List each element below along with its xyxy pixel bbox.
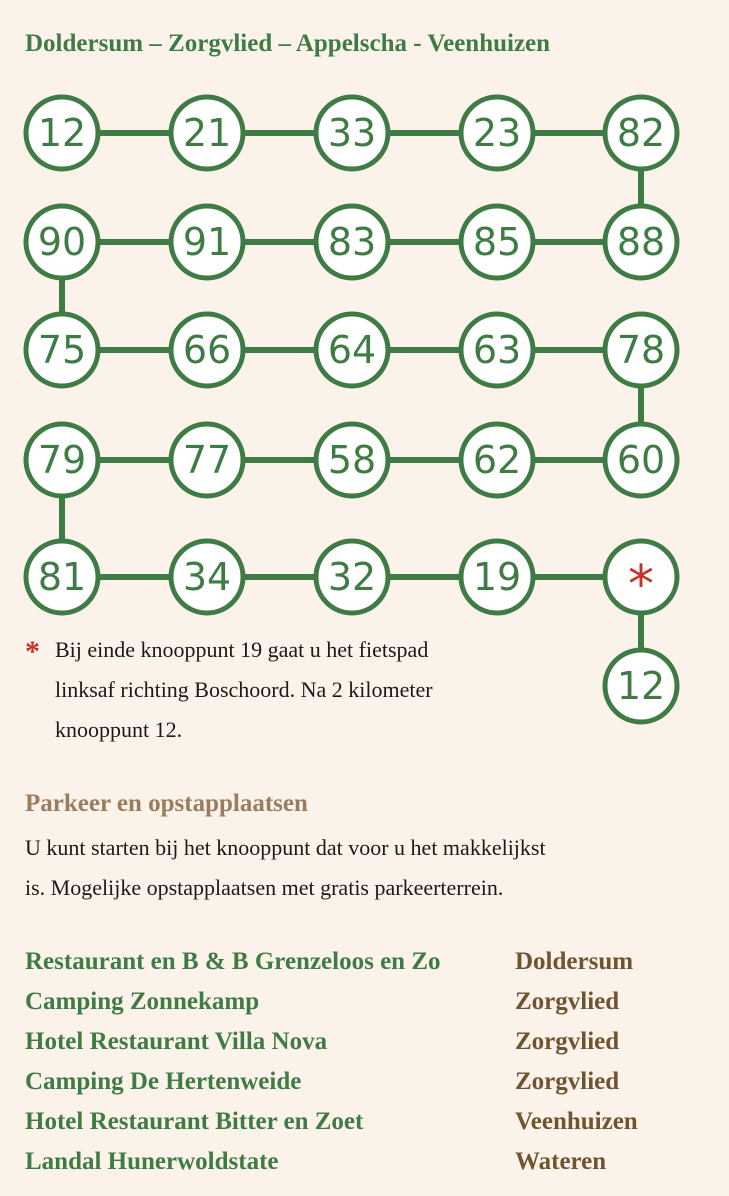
junction-node <box>26 206 98 278</box>
node-number: 90 <box>37 220 87 264</box>
junction-node <box>316 206 388 278</box>
node-number: 77 <box>182 438 232 482</box>
node-number: 85 <box>472 220 522 264</box>
node-number: 79 <box>37 438 87 482</box>
junction-node <box>316 424 388 496</box>
junction-node <box>26 314 98 386</box>
note-line: linksaf richting Boschoord. Na 2 kilometer <box>55 677 433 702</box>
place-name: Hotel Restaurant Villa Nova <box>25 1028 328 1055</box>
place-row <box>25 1068 705 1108</box>
node-number: 21 <box>182 111 232 155</box>
place-name: Hotel Restaurant Bitter en Zoet <box>25 1108 364 1135</box>
place-row <box>25 948 705 988</box>
parking-line: U kunt starten bij het knooppunt dat voor u het makkelijkst <box>25 835 546 860</box>
junction-node <box>171 541 243 613</box>
junction-node <box>171 314 243 386</box>
junction-node <box>316 314 388 386</box>
node-number: 78 <box>616 328 666 372</box>
node-number: 88 <box>616 220 666 264</box>
junction-node <box>316 97 388 169</box>
place-name: Camping Zonnekamp <box>25 988 260 1015</box>
junction-node <box>26 541 98 613</box>
node-number: 82 <box>616 111 666 155</box>
node-number: 23 <box>472 111 522 155</box>
route-title: Doldersum – Zorgvlied – Appelscha - Veenhuizen <box>25 30 551 57</box>
route-nodes <box>26 97 677 722</box>
parking-heading: Parkeer en opstapplaatsen <box>25 790 308 817</box>
place-row <box>25 1028 705 1068</box>
node-number: 66 <box>182 328 232 372</box>
junction-node <box>316 541 388 613</box>
place-name: Restaurant en B & B Grenzeloos en Zo <box>25 948 441 975</box>
node-number: 32 <box>327 555 377 599</box>
place-name: Camping De Hertenweide <box>25 1068 302 1095</box>
parking-text <box>25 828 715 908</box>
node-number: 91 <box>182 220 232 264</box>
place-row <box>25 1108 705 1148</box>
place-town: Wateren <box>515 1148 607 1175</box>
place-row <box>25 1148 705 1188</box>
parking-line: is. Mogelijke opstapplaatsen met gratis parkeerterrein. <box>25 875 504 900</box>
node-number: 83 <box>327 220 377 264</box>
junction-node <box>605 424 677 496</box>
junction-node <box>171 206 243 278</box>
node-number: 33 <box>327 111 377 155</box>
junction-node <box>461 541 533 613</box>
star-icon: * <box>628 555 654 615</box>
place-row <box>25 988 705 1028</box>
junction-node <box>605 97 677 169</box>
place-name: Landal Hunerwoldstate <box>25 1148 279 1175</box>
node-number: 19 <box>472 555 522 599</box>
node-number: 64 <box>327 328 377 372</box>
node-number: 58 <box>327 438 377 482</box>
junction-node <box>461 97 533 169</box>
node-number: 63 <box>472 328 522 372</box>
place-town: Zorgvlied <box>515 1068 620 1095</box>
note-line: Bij einde knooppunt 19 gaat u het fietspad <box>55 637 429 662</box>
place-town: Zorgvlied <box>515 1028 620 1055</box>
place-town: Zorgvlied <box>515 988 620 1015</box>
route-note <box>25 630 565 750</box>
places-list <box>25 948 705 1188</box>
node-number: 81 <box>37 555 87 599</box>
star-node <box>605 541 677 615</box>
junction-node <box>605 314 677 386</box>
note-line: knooppunt 12. <box>55 717 183 742</box>
junction-node <box>605 206 677 278</box>
note-star-icon: * <box>25 635 40 668</box>
node-number: 34 <box>182 555 232 599</box>
node-number: 12 <box>37 111 87 155</box>
junction-node <box>605 650 677 722</box>
junction-node <box>26 97 98 169</box>
junction-node <box>171 97 243 169</box>
node-number: 12 <box>616 664 666 708</box>
junction-node <box>26 424 98 496</box>
place-town: Doldersum <box>515 948 634 975</box>
junction-node <box>171 424 243 496</box>
junction-node <box>461 206 533 278</box>
place-town: Veenhuizen <box>515 1108 638 1135</box>
junction-node <box>461 314 533 386</box>
junction-node <box>461 424 533 496</box>
node-number: 60 <box>616 438 666 482</box>
node-number: 62 <box>472 438 522 482</box>
node-number: 75 <box>37 328 87 372</box>
